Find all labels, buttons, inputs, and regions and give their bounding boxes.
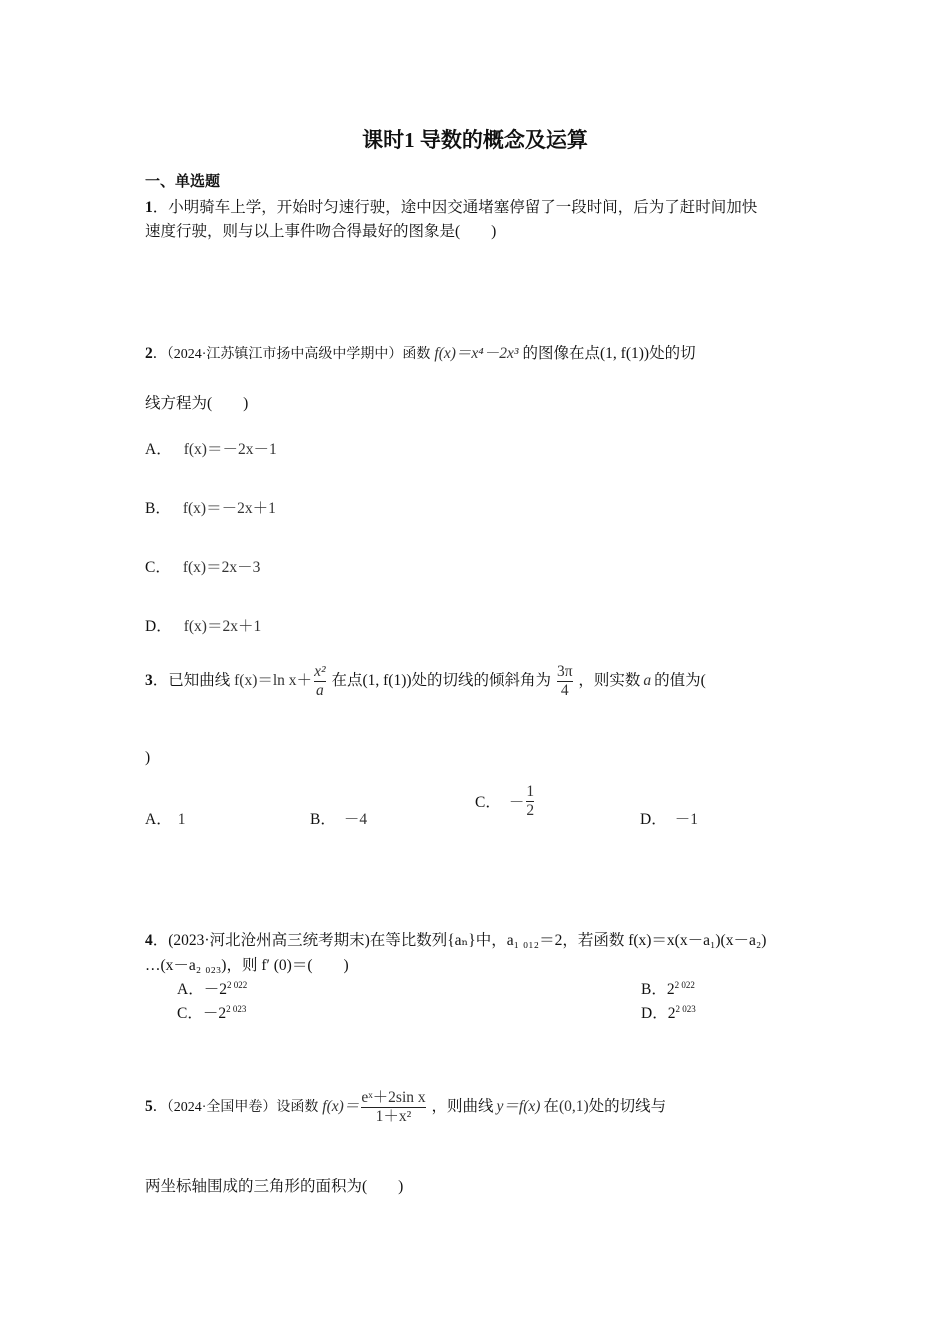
option-label: D．: [640, 811, 667, 828]
question-number: 1: [145, 199, 153, 216]
option-base: 2: [667, 1005, 676, 1022]
question-text: 在: [543, 1097, 559, 1115]
q3-option-b: [310, 807, 367, 829]
option-label: C．: [145, 559, 171, 576]
question-4-line-1: [145, 928, 766, 950]
question-text: ．已知曲线: [152, 671, 231, 689]
option-label: B．: [641, 981, 667, 998]
q4-option-b: [641, 977, 695, 999]
question-text: ．(2023·河北沧州高三统考期末)在等比数列{aₙ}中，a₁ ₀₁₂＝2，若函数 f(x)＝x(x－a₁)(x－a₂): [152, 932, 767, 949]
function-lhs: f(x)＝ln x＋: [234, 671, 313, 689]
question-5-line-2: 两坐标轴围成的三角形的面积为( ): [145, 1178, 404, 1195]
question-number: 3: [145, 671, 153, 689]
question-text: 处的切线的倾斜角为: [411, 671, 552, 689]
section-heading: 一、单选题: [145, 174, 221, 190]
option-value: －1: [674, 811, 698, 828]
q2-option-b: [145, 496, 276, 518]
question-3-line-1: [145, 663, 706, 700]
q4-option-a: [177, 977, 247, 999]
q3-option-a: [145, 807, 185, 829]
angle-fraction: [557, 663, 573, 700]
option-label: C．: [177, 1005, 203, 1022]
option-fraction: [526, 783, 534, 820]
function-lhs: f(x)＝: [322, 1097, 360, 1115]
fraction-numerator: x²: [314, 663, 326, 680]
question-text: 处的切: [649, 345, 696, 362]
question-3-line-2: ): [145, 749, 151, 766]
option-expression: f(x)＝－2x＋1: [182, 500, 276, 517]
q4-option-c: [177, 1001, 246, 1023]
option-exponent: 2 022: [226, 979, 248, 990]
option-base: －2: [202, 1005, 227, 1022]
question-number: 5: [145, 1097, 153, 1115]
question-1-line-2: 速度行驶，则与以上事件吻合得最好的图象是( ): [145, 223, 497, 240]
fraction: [314, 663, 326, 700]
option-label: D．: [145, 618, 172, 635]
option-label: A．: [145, 441, 172, 458]
question-source: ．（2024·全国甲卷）设函数: [152, 1099, 319, 1115]
q2-option-c: [145, 555, 260, 577]
option-expression: f(x)＝2x－3: [182, 559, 261, 576]
fraction-denominator: a: [315, 681, 324, 699]
option-exponent: 2 022: [674, 979, 695, 990]
question-5-line-1: [145, 1089, 666, 1126]
fraction-numerator: 3π: [556, 663, 573, 680]
option-label: B．: [145, 500, 171, 517]
option-value: －4: [343, 811, 368, 828]
option-value: 1: [177, 811, 186, 828]
question-2-line-1: [145, 341, 696, 363]
option-expression: f(x)＝2x＋1: [183, 618, 262, 635]
option-exponent: 2 023: [226, 1003, 247, 1014]
point-expression: (1, f(1)): [600, 345, 650, 362]
function-expression: [322, 1089, 427, 1125]
question-text: ，则曲线: [431, 1097, 494, 1115]
option-label: D．: [641, 1005, 668, 1022]
question-text: ．小明骑车上学，开始时匀速行驶，途中因交通堵塞停留了一段时间，后为了赶时间加快: [152, 199, 758, 216]
question-text: 的图像在点: [522, 345, 600, 362]
option-exponent: 2 023: [675, 1003, 696, 1014]
question-text: ，则实数: [578, 671, 641, 689]
question-1-line-1: [145, 195, 757, 217]
option-base: 2: [666, 981, 675, 998]
fraction-numerator: 1: [526, 783, 535, 800]
point-expression: (0,1): [558, 1097, 589, 1115]
question-4-line-2: …(x－a₂ ₀₂₃)，则 f′ (0)＝( ): [145, 957, 349, 974]
option-expression: f(x)＝－2x－1: [183, 441, 277, 458]
point-expression: (1, f(1)): [362, 671, 412, 689]
fraction-denominator: 4: [557, 681, 573, 700]
fraction-numerator: eˣ＋2sin x: [361, 1089, 426, 1106]
question-text: 处的切线与: [588, 1097, 667, 1115]
option-label: B．: [310, 811, 336, 828]
variable: a: [643, 671, 652, 689]
option-label: C．: [475, 794, 501, 812]
function-expression: f(x)＝x⁴－2x³: [434, 345, 519, 362]
fraction-denominator: 2: [526, 801, 535, 819]
fraction-denominator: 1＋x²: [361, 1107, 425, 1126]
option-label: A．: [145, 811, 172, 828]
question-text: 在点: [331, 671, 363, 689]
question-2-line-2: 线方程为( ): [145, 395, 249, 412]
curve-expression: y＝f(x): [496, 1097, 541, 1115]
function-expression: [234, 663, 327, 699]
page-title: 课时1 导数的概念及运算: [362, 128, 588, 152]
fraction: [361, 1089, 425, 1126]
question-source: ．（2024·江苏镇江市扬中高级中学期中）函数: [152, 347, 431, 362]
q3-option-c: [475, 783, 536, 820]
question-number: 2: [145, 345, 153, 362]
option-sign: －: [508, 794, 525, 812]
option-base: －2: [203, 981, 227, 998]
q2-option-a: [145, 437, 277, 459]
q3-option-d: [640, 807, 698, 829]
option-label: A．: [177, 981, 204, 998]
question-number: 4: [145, 932, 153, 949]
question-text: 的值为(: [654, 671, 706, 689]
q4-option-d: [641, 1001, 696, 1023]
q2-option-d: [145, 614, 261, 636]
